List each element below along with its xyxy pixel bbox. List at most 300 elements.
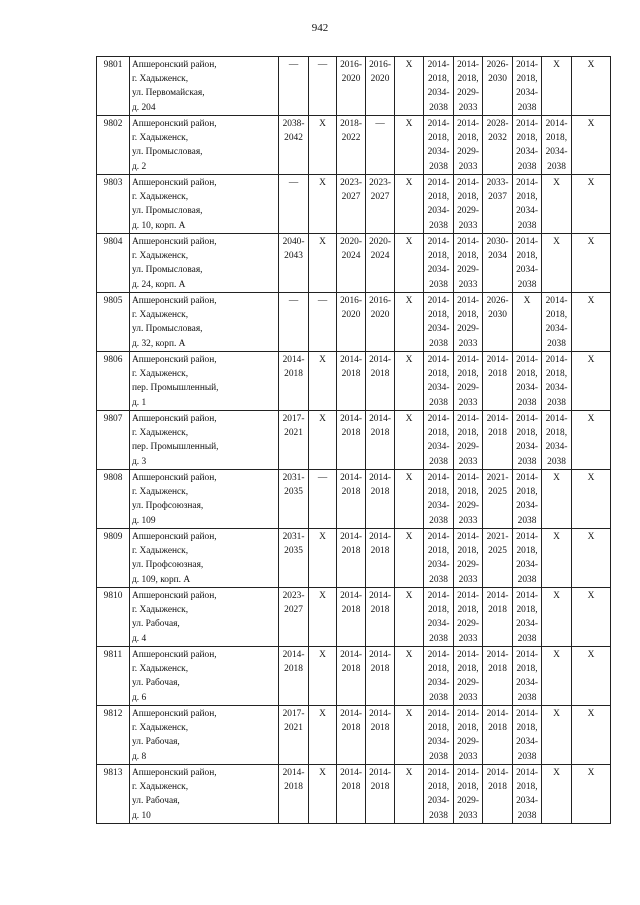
address-line: г. Хадыженск,: [132, 310, 189, 321]
cell-line: 2014-: [427, 119, 450, 129]
schedule-cell: [572, 57, 611, 116]
cell-line: 2014-: [516, 414, 538, 424]
cell-line: 2018,: [516, 133, 538, 144]
cell-line: 2014-: [427, 355, 450, 365]
cell-line: 2031-: [282, 473, 305, 483]
schedule-cell: [542, 529, 572, 588]
address-cell: [130, 352, 279, 411]
schedule-cell: [366, 647, 395, 706]
schedule-cell: [309, 411, 337, 470]
schedule-cell: [542, 706, 572, 765]
cell-line: 2018: [488, 782, 507, 793]
schedule-cell: [572, 588, 611, 647]
cell-line: 2038: [429, 456, 448, 467]
schedule-cell: [395, 116, 424, 175]
cell-line: 2029-: [457, 147, 479, 158]
address-line: пер. Промышленный,: [132, 383, 219, 394]
schedule-cell: [454, 706, 483, 765]
address-line: г. Хадыженск,: [132, 192, 189, 203]
cell-line: 2033: [458, 161, 478, 172]
address-line: г. Хадыженск,: [132, 782, 189, 793]
address-line: Апшеронский район,: [132, 355, 217, 365]
page-number: 942: [311, 22, 329, 34]
cell-line: 2033: [458, 397, 478, 408]
cell-line: X: [405, 60, 413, 70]
row-number: 9808: [97, 470, 130, 529]
cell-line: 2018: [341, 723, 361, 734]
row-number: 9811: [97, 647, 130, 706]
address-line: ул. Рабочая,: [132, 619, 180, 630]
cell-line: 2034-: [427, 796, 450, 807]
address-line: д. 10: [132, 810, 151, 821]
schedule-cell: [424, 706, 454, 765]
schedule-cell: [395, 234, 424, 293]
cell-line: 2018: [341, 782, 361, 793]
cell-line: 2018,: [427, 664, 450, 675]
address-cell: [130, 57, 279, 116]
cell-line: 2038: [517, 574, 537, 585]
schedule-cell: [395, 529, 424, 588]
cell-line: X: [553, 237, 560, 247]
cell-line: X: [319, 355, 326, 365]
cell-line: 2018: [341, 546, 361, 557]
cell-line: 2034-: [545, 147, 568, 158]
address-cell: [130, 647, 279, 706]
address-line: г. Хадыженск,: [132, 605, 189, 616]
cell-line: 2014-: [427, 532, 450, 542]
schedule-cell: [309, 706, 337, 765]
cell-line: 2016-: [340, 296, 362, 306]
schedule-cell: [309, 470, 337, 529]
schedule-cell: [513, 175, 542, 234]
cell-line: 2014-: [427, 709, 450, 719]
cell-line: 2018,: [457, 605, 479, 616]
address-line: д. 109: [132, 515, 156, 526]
address-line: ул. Рабочая,: [132, 796, 180, 807]
address-line: г. Хадыженск,: [132, 428, 189, 439]
cell-line: X: [405, 119, 413, 129]
cell-line: X: [587, 414, 595, 424]
cell-line: 2018,: [427, 310, 450, 321]
cell-line: 2018,: [457, 782, 479, 793]
cell-line: 2018,: [427, 605, 450, 616]
table-row: [97, 57, 611, 116]
address-line: д. 24, корп. А: [132, 279, 186, 290]
schedule-cell: [572, 765, 611, 824]
address-line: Апшеронский район,: [132, 178, 217, 188]
cell-line: 2034-: [427, 619, 450, 630]
cell-line: 2014-: [340, 709, 362, 719]
cell-line: 2038: [429, 574, 448, 585]
schedule-cell: [337, 588, 366, 647]
schedule-cell: [513, 529, 542, 588]
cell-line: 2018,: [427, 74, 450, 85]
cell-line: 2014-: [340, 473, 362, 483]
schedule-cell: [572, 706, 611, 765]
cell-line: 2014-: [457, 60, 479, 70]
cell-line: 2038: [517, 810, 537, 821]
schedule-cell: [542, 175, 572, 234]
cell-line: 2029-: [457, 265, 479, 276]
cell-line: X: [587, 296, 595, 306]
address-cell: [130, 116, 279, 175]
schedule-cell: [395, 706, 424, 765]
cell-line: 2018: [370, 428, 390, 439]
address-cell: [130, 175, 279, 234]
cell-line: 2028-: [486, 119, 509, 129]
schedule-cell: [337, 175, 366, 234]
address-line: Апшеронский район,: [132, 296, 217, 306]
address-line: г. Хадыженск,: [132, 487, 189, 498]
cell-line: 2018: [488, 664, 507, 675]
cell-line: 2018: [488, 723, 507, 734]
cell-line: 2018: [370, 664, 390, 675]
address-line: д. 3: [132, 456, 147, 467]
cell-line: 2014-: [545, 119, 568, 129]
cell-line: —: [288, 296, 299, 306]
schedule-cell: [483, 647, 513, 706]
cell-line: 2029-: [457, 737, 479, 748]
cell-line: 2021: [284, 428, 303, 439]
cell-line: 2018: [284, 369, 303, 380]
cell-line: 2038: [517, 456, 537, 467]
row-number: 9806: [97, 352, 130, 411]
cell-line: 2018,: [516, 664, 538, 675]
cell-line: 2038-: [282, 119, 305, 129]
address-cell: [130, 706, 279, 765]
cell-line: 2034-: [516, 147, 538, 158]
cell-line: X: [319, 178, 326, 188]
cell-line: 2014-: [457, 237, 479, 247]
cell-line: 2014-: [457, 650, 479, 660]
cell-line: 2029-: [457, 88, 479, 99]
table-body: [97, 57, 611, 824]
cell-line: 2018: [370, 546, 390, 557]
cell-line: 2014-: [545, 355, 568, 365]
cell-line: 2014-: [457, 768, 479, 778]
table-row: [97, 352, 611, 411]
table-row: [97, 470, 611, 529]
schedule-cell: [483, 588, 513, 647]
cell-line: 2038: [429, 279, 448, 290]
cell-line: 2038: [517, 692, 537, 703]
cell-line: 2018,: [457, 428, 479, 439]
cell-line: 2014-: [282, 768, 305, 778]
cell-line: 2034-: [427, 265, 450, 276]
cell-line: X: [319, 709, 326, 719]
cell-line: 2014-: [369, 709, 391, 719]
schedule-cell: [309, 234, 337, 293]
schedule-cell: [279, 765, 309, 824]
schedule-cell: [513, 234, 542, 293]
schedule-cell: [366, 411, 395, 470]
cell-line: X: [319, 119, 326, 129]
schedule-cell: [424, 411, 454, 470]
address-line: д. 8: [132, 751, 147, 762]
address-line: ул. Промысловая,: [132, 206, 203, 217]
cell-line: 2018: [341, 605, 361, 616]
schedule-cell: [337, 647, 366, 706]
address-line: ул. Промысловая,: [132, 324, 203, 335]
address-line: Апшеронский район,: [132, 650, 217, 660]
cell-line: 2014-: [340, 768, 362, 778]
schedule-cell: [366, 352, 395, 411]
cell-line: X: [553, 591, 560, 601]
cell-line: 2038: [547, 397, 566, 408]
cell-line: X: [319, 768, 326, 778]
schedule-cell: [572, 175, 611, 234]
cell-line: 2018: [341, 664, 361, 675]
schedule-cell: [454, 234, 483, 293]
schedule-cell: [424, 647, 454, 706]
schedule-cell: [366, 470, 395, 529]
cell-line: 2014-: [486, 650, 509, 660]
address-line: Апшеронский район,: [132, 237, 217, 247]
cell-line: X: [587, 237, 595, 247]
address-line: Апшеронский район,: [132, 414, 217, 424]
address-line: Апшеронский район,: [132, 532, 217, 542]
row-number: 9804: [97, 234, 130, 293]
cell-line: 2038: [429, 692, 448, 703]
cell-line: 2033: [458, 220, 478, 231]
cell-line: 2017-: [282, 414, 305, 424]
row-number: 9802: [97, 116, 130, 175]
cell-line: 2018,: [457, 192, 479, 203]
cell-line: 2014-: [516, 178, 538, 188]
cell-line: 2020: [341, 74, 361, 85]
cell-line: 2038: [517, 279, 537, 290]
cell-line: 2018,: [427, 487, 450, 498]
address-line: ул. Промысловая,: [132, 147, 203, 158]
table-row: [97, 588, 611, 647]
cell-line: 2014-: [516, 768, 538, 778]
cell-line: 2014-: [457, 178, 479, 188]
cell-line: 2018: [370, 369, 390, 380]
cell-line: 2038: [429, 338, 448, 349]
cell-line: 2031-: [282, 532, 305, 542]
cell-line: 2014-: [427, 414, 450, 424]
schedule-cell: [395, 765, 424, 824]
address-cell: [130, 234, 279, 293]
cell-line: X: [319, 414, 326, 424]
address-line: ул. Рабочая,: [132, 737, 180, 748]
cell-line: X: [405, 355, 413, 365]
cell-line: X: [319, 532, 326, 542]
cell-line: 2038: [517, 397, 537, 408]
cell-line: X: [587, 60, 595, 70]
schedule-cell: [542, 293, 572, 352]
address-cell: [130, 765, 279, 824]
schedule-cell: [309, 529, 337, 588]
cell-line: 2034-: [427, 678, 450, 689]
schedule-cell: [337, 411, 366, 470]
cell-line: X: [553, 60, 560, 70]
address-line: ул. Профсоюзная,: [132, 560, 204, 571]
schedule-cell: [513, 411, 542, 470]
cell-line: 2038: [517, 515, 537, 526]
cell-line: 2014-: [457, 355, 479, 365]
cell-line: 2017-: [282, 709, 305, 719]
address-line: Апшеронский район,: [132, 591, 217, 601]
cell-line: X: [587, 473, 595, 483]
schedule-cell: [337, 529, 366, 588]
cell-line: 2014-: [340, 532, 362, 542]
cell-line: X: [553, 178, 560, 188]
cell-line: —: [288, 178, 299, 188]
table-row: [97, 116, 611, 175]
schedule-cell: [542, 57, 572, 116]
schedule-cell: [483, 765, 513, 824]
cell-line: 2038: [429, 810, 448, 821]
schedule-cell: [572, 234, 611, 293]
cell-line: 2023-: [282, 591, 305, 601]
cell-line: 2014-: [516, 355, 538, 365]
cell-line: 2034-: [427, 324, 450, 335]
cell-line: 2014-: [457, 414, 479, 424]
cell-line: 2038: [429, 220, 448, 231]
cell-line: 2034-: [427, 147, 450, 158]
cell-line: 2018,: [457, 133, 479, 144]
cell-line: 2026-: [486, 60, 509, 70]
schedule-cell: [309, 57, 337, 116]
table-row: [97, 411, 611, 470]
cell-line: 2014-: [486, 355, 509, 365]
schedule-cell: [337, 57, 366, 116]
schedule-cell: [279, 57, 309, 116]
cell-line: 2034-: [516, 796, 538, 807]
row-number: 9812: [97, 706, 130, 765]
cell-line: 2018,: [427, 782, 450, 793]
schedule-cell: [366, 57, 395, 116]
cell-line: 2038: [517, 633, 537, 644]
cell-line: 2014-: [457, 709, 479, 719]
cell-line: X: [553, 532, 560, 542]
cell-line: 2033: [458, 515, 478, 526]
cell-line: 2018,: [427, 546, 450, 557]
schedule-cell: [309, 647, 337, 706]
cell-line: 2038: [547, 161, 566, 172]
cell-line: X: [405, 414, 413, 424]
address-line: г. Хадыженск,: [132, 723, 189, 734]
cell-line: 2029-: [457, 206, 479, 217]
cell-line: 2038: [429, 751, 448, 762]
cell-line: 2034-: [516, 560, 538, 571]
row-number: 9805: [97, 293, 130, 352]
cell-line: 2014-: [369, 414, 391, 424]
schedule-cell: [483, 293, 513, 352]
cell-line: 2033: [458, 692, 478, 703]
schedule-cell: [309, 293, 337, 352]
schedule-cell: [542, 470, 572, 529]
schedule-cell: [366, 765, 395, 824]
cell-line: 2014-: [516, 709, 538, 719]
cell-line: 2018,: [427, 251, 450, 262]
address-line: г. Хадыженск,: [132, 251, 189, 262]
cell-line: 2014-: [340, 591, 362, 601]
cell-line: 2018: [341, 369, 361, 380]
cell-line: 2043: [284, 251, 303, 262]
address-line: Апшеронский район,: [132, 768, 217, 778]
schedule-cell: [309, 588, 337, 647]
cell-line: 2014-: [516, 119, 538, 129]
cell-line: 2034-: [427, 560, 450, 571]
cell-line: X: [587, 709, 595, 719]
schedule-cell: [279, 175, 309, 234]
schedule-cell: [424, 293, 454, 352]
cell-line: 2018,: [516, 369, 538, 380]
schedule-cell: [395, 470, 424, 529]
cell-line: 2014-: [427, 296, 450, 306]
cell-line: 2014-: [545, 414, 568, 424]
cell-line: 2024: [370, 251, 390, 262]
schedule-cell: [454, 588, 483, 647]
cell-line: 2018,: [545, 369, 568, 380]
cell-line: 2034-: [427, 383, 450, 394]
cell-line: 2018,: [427, 192, 450, 203]
cell-line: 2018,: [545, 133, 568, 144]
cell-line: 2038: [517, 102, 537, 113]
cell-line: 2018,: [545, 428, 568, 439]
cell-line: X: [587, 768, 595, 778]
cell-line: 2034-: [516, 619, 538, 630]
schedule-cell: [483, 411, 513, 470]
cell-line: 2034-: [516, 737, 538, 748]
cell-line: X: [553, 709, 560, 719]
cell-line: 2014-: [340, 650, 362, 660]
schedule-cell: [483, 116, 513, 175]
cell-line: 2014-: [427, 178, 450, 188]
schedule-cell: [483, 706, 513, 765]
schedule-cell: [279, 293, 309, 352]
cell-line: 2014-: [457, 473, 479, 483]
cell-line: 2018,: [516, 251, 538, 262]
cell-line: 2020-: [340, 237, 362, 247]
schedule-cell: [337, 352, 366, 411]
cell-line: 2030-: [486, 237, 509, 247]
cell-line: 2014-: [369, 591, 391, 601]
schedule-cell: [513, 647, 542, 706]
cell-line: 2034-: [545, 442, 568, 453]
cell-line: 2038: [517, 220, 537, 231]
cell-line: 2018,: [457, 74, 479, 85]
cell-line: 2018,: [516, 428, 538, 439]
cell-line: 2020: [370, 74, 390, 85]
schedule-cell: [572, 411, 611, 470]
schedule-cell: [572, 470, 611, 529]
schedule-cell: [424, 588, 454, 647]
address-line: ул. Первомайская,: [132, 88, 205, 99]
cell-line: 2014-: [369, 532, 391, 542]
schedule-cell: [366, 529, 395, 588]
schedule-cell: [542, 647, 572, 706]
housing-repair-schedule-table: [96, 56, 611, 824]
schedule-cell: [337, 116, 366, 175]
cell-line: 2034-: [516, 678, 538, 689]
address-line: Апшеронский район,: [132, 119, 217, 129]
cell-line: X: [523, 296, 531, 306]
schedule-cell: [424, 57, 454, 116]
cell-line: X: [553, 768, 560, 778]
cell-line: 2018,: [457, 310, 479, 321]
schedule-cell: [366, 116, 395, 175]
cell-line: 2038: [429, 515, 448, 526]
cell-line: 2014-: [340, 414, 362, 424]
schedule-cell: [572, 529, 611, 588]
schedule-cell: [424, 352, 454, 411]
cell-line: 2014-: [457, 532, 479, 542]
cell-line: 2018: [284, 782, 303, 793]
cell-line: 2014-: [516, 60, 538, 70]
